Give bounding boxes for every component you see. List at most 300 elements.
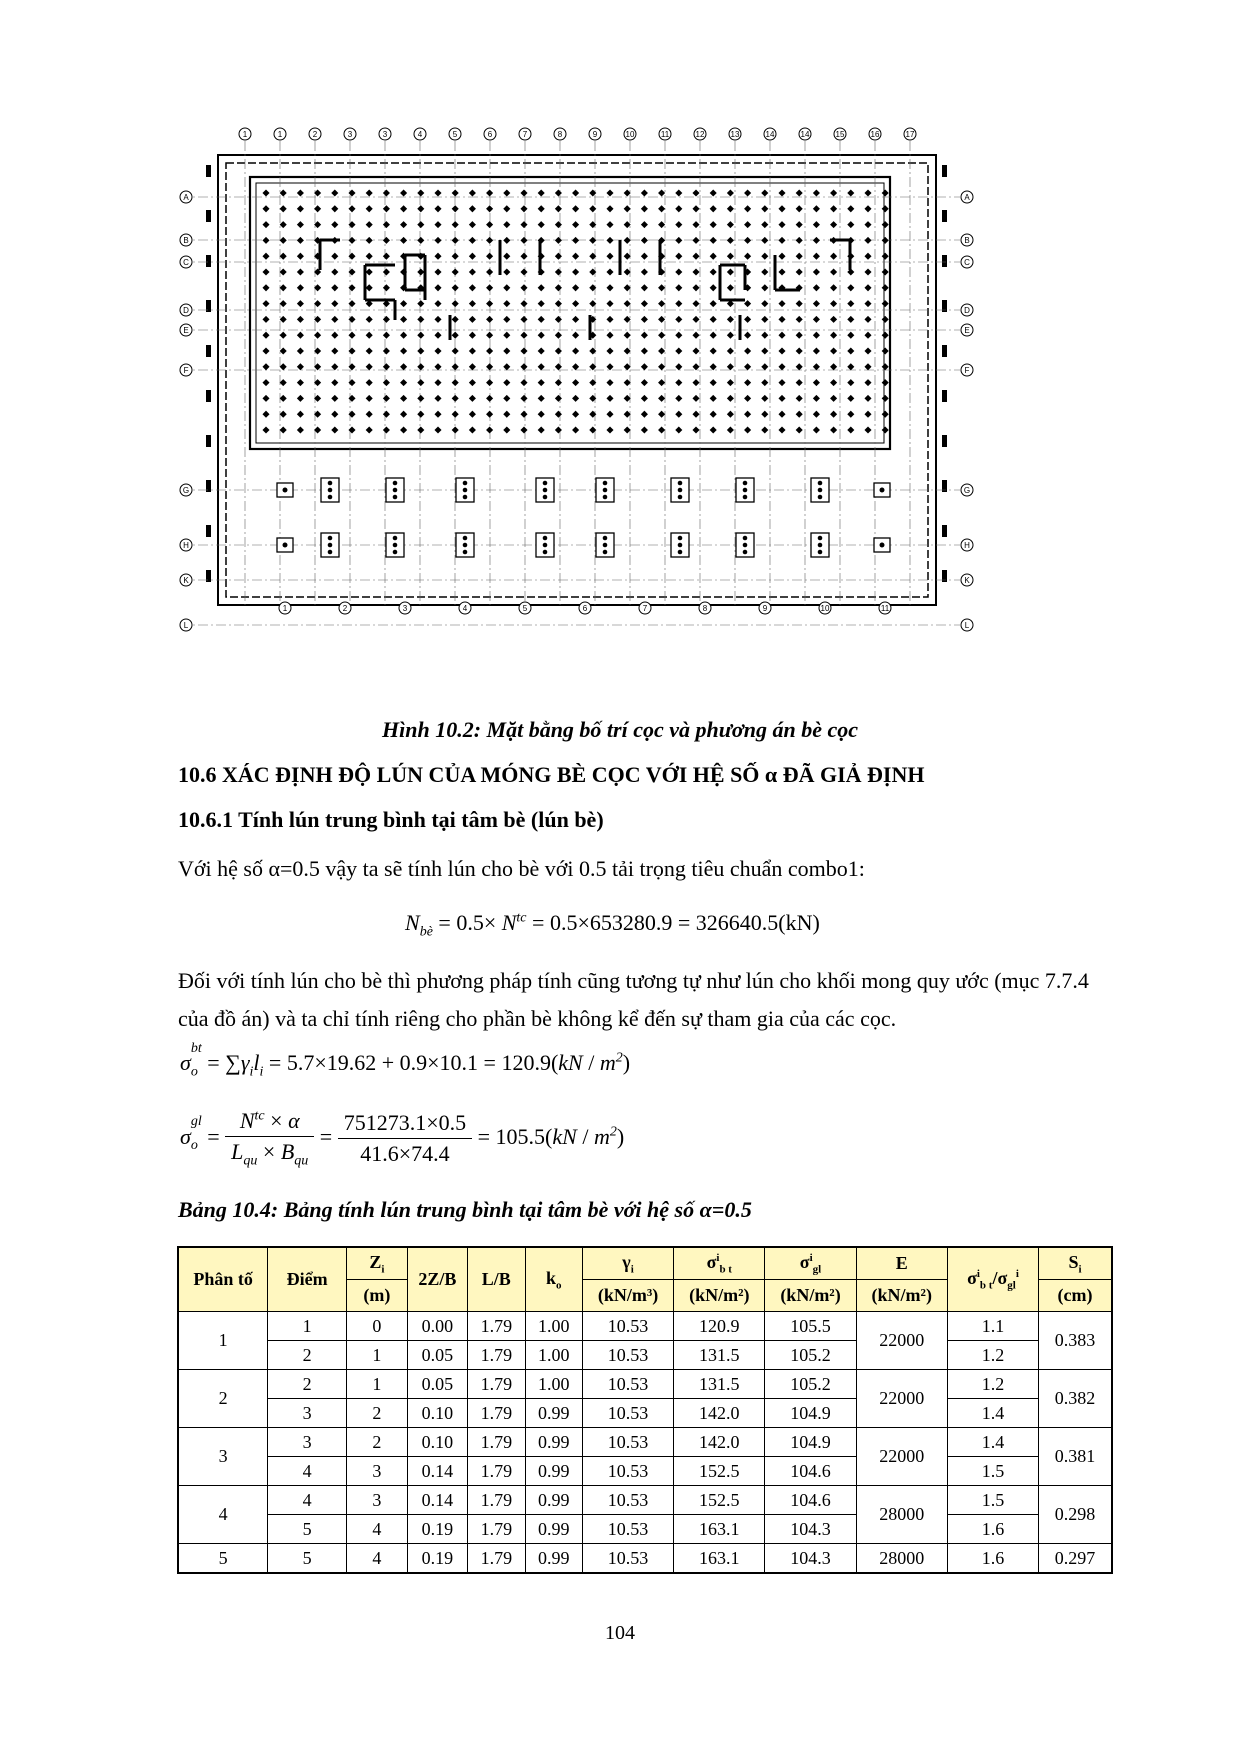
pile-dot	[393, 550, 398, 555]
pile-marker	[417, 316, 424, 323]
pile-marker	[486, 426, 493, 433]
pile-marker	[572, 189, 579, 196]
pile-marker	[813, 332, 820, 339]
pile-marker	[383, 205, 390, 212]
pile-marker	[555, 316, 562, 323]
pile-marker	[761, 253, 768, 260]
pile-marker	[262, 268, 269, 275]
pile-marker	[658, 379, 665, 386]
cell-point: 4	[268, 1486, 347, 1515]
axis-label-top: 14	[765, 130, 775, 139]
pile-marker	[297, 221, 304, 228]
pile-marker	[400, 347, 407, 354]
pile-marker	[331, 189, 338, 196]
pile-marker	[400, 316, 407, 323]
pile-marker	[727, 379, 734, 386]
pile-marker	[744, 189, 751, 196]
pile-dot	[743, 536, 748, 541]
pile-marker	[710, 237, 717, 244]
pile-dot	[603, 488, 608, 493]
pile-marker	[262, 426, 269, 433]
pile-marker	[297, 237, 304, 244]
cell-zb: 0.10	[407, 1399, 467, 1428]
cell-s: 0.381	[1039, 1428, 1112, 1486]
eq3-denominator: 41.6×74.4	[360, 1141, 450, 1167]
pile-marker	[314, 332, 321, 339]
axis-label-bottom: 5	[522, 604, 528, 613]
pile-marker	[331, 268, 338, 275]
cell-zb: 0.00	[407, 1312, 467, 1341]
pile-marker	[280, 205, 287, 212]
pile-marker	[434, 284, 441, 291]
pile-marker	[692, 268, 699, 275]
pile-marker	[864, 237, 871, 244]
pile-marker	[813, 395, 820, 402]
pile-marker	[383, 411, 390, 418]
pile-marker	[727, 284, 734, 291]
pile-marker	[520, 379, 527, 386]
pile-marker	[314, 205, 321, 212]
pile-marker	[641, 363, 648, 370]
pile-dot	[743, 481, 748, 486]
pile-marker	[280, 426, 287, 433]
pile-marker	[710, 363, 717, 370]
cell-sigma-bt: 131.5	[674, 1370, 765, 1399]
pile-marker	[813, 189, 820, 196]
wall-post	[942, 345, 947, 357]
pile-marker	[331, 363, 338, 370]
cell-sigma-gl: 105.5	[765, 1312, 856, 1341]
pile-dot	[678, 495, 683, 500]
pile-marker	[778, 205, 785, 212]
pile-marker	[572, 379, 579, 386]
wall-post	[942, 210, 947, 222]
pile-marker	[486, 284, 493, 291]
pile-dot	[543, 543, 548, 548]
pile-marker	[744, 237, 751, 244]
pile-marker	[606, 221, 613, 228]
pile-marker	[555, 221, 562, 228]
pile-marker	[658, 426, 665, 433]
cell-e: 28000	[856, 1544, 947, 1574]
pile-marker	[606, 316, 613, 323]
eq2-rest: = 5.7×19.62 + 0.9×10.1 = 120.9(	[263, 1050, 559, 1075]
pile-marker	[830, 189, 837, 196]
header-ratio: $\sigma^i_{b t}/\sigma_{gl}^i$	[947, 1247, 1038, 1312]
pile-marker	[503, 411, 510, 418]
pile-marker	[555, 284, 562, 291]
pile-marker	[572, 316, 579, 323]
pile-marker	[589, 205, 596, 212]
pile-marker	[572, 347, 579, 354]
pile-marker	[348, 268, 355, 275]
pile-marker	[710, 395, 717, 402]
pile-marker	[864, 253, 871, 260]
pile-marker	[417, 411, 424, 418]
pile-dot	[818, 536, 823, 541]
cell-e: 22000	[856, 1370, 947, 1428]
settlement-table	[177, 1246, 1113, 1574]
pile-marker	[297, 363, 304, 370]
equation-sigma-gl: $\sigma_o^{gl}$ = $\frac{N^{tc} \times \alpha}{L_{qu} \times B_{qu}}$ = $\frac{751273.1\times 0.5}{41.6\times 74.4}$ = $105.5(kN / m^2)$	[180, 1108, 625, 1169]
pile-marker	[675, 284, 682, 291]
pile-marker	[744, 379, 751, 386]
pile-marker	[452, 363, 459, 370]
pile-marker	[400, 395, 407, 402]
pile-marker	[658, 332, 665, 339]
pile-marker	[761, 332, 768, 339]
pile-marker	[641, 284, 648, 291]
pile-marker	[813, 363, 820, 370]
pile-marker	[297, 300, 304, 307]
table-row	[178, 1312, 1112, 1341]
pile-marker	[366, 221, 373, 228]
pile-marker	[882, 284, 889, 291]
pile-marker	[882, 268, 889, 275]
axis-label-top: 1	[242, 130, 248, 139]
pile-marker	[486, 347, 493, 354]
pile-marker	[796, 411, 803, 418]
cell-z: 1	[347, 1370, 407, 1399]
pile-marker	[486, 189, 493, 196]
pile-marker	[469, 268, 476, 275]
pile-marker	[761, 316, 768, 323]
pile-marker	[778, 363, 785, 370]
pile-dot	[463, 481, 468, 486]
pile-marker	[830, 347, 837, 354]
wall-post	[942, 255, 947, 267]
pile-marker	[469, 284, 476, 291]
pile-marker	[383, 395, 390, 402]
pile-marker	[555, 426, 562, 433]
pile-marker	[624, 189, 631, 196]
pile-marker	[641, 316, 648, 323]
pile-marker	[624, 316, 631, 323]
pile-marker	[555, 411, 562, 418]
pile-marker	[417, 426, 424, 433]
pile-marker	[400, 205, 407, 212]
pile-dot	[393, 481, 398, 486]
cell-gamma: 10.53	[582, 1486, 673, 1515]
pile-marker	[469, 189, 476, 196]
pile-marker	[280, 284, 287, 291]
axis-label-right: G	[963, 486, 971, 495]
pile-marker	[692, 253, 699, 260]
pile-marker	[624, 253, 631, 260]
pile-marker	[538, 363, 545, 370]
pile-marker	[383, 253, 390, 260]
axis-label-bottom: 10	[820, 604, 830, 613]
pile-marker	[692, 347, 699, 354]
pile-marker	[796, 205, 803, 212]
cell-lb: 1.79	[468, 1370, 525, 1399]
pile-marker	[864, 411, 871, 418]
pile-marker	[606, 379, 613, 386]
cell-point: 5	[268, 1515, 347, 1544]
pile-marker	[503, 363, 510, 370]
pile-marker	[606, 205, 613, 212]
pile-marker	[400, 300, 407, 307]
pile-dot	[818, 543, 823, 548]
pile-marker	[572, 268, 579, 275]
pile-marker	[641, 426, 648, 433]
pile-marker	[796, 237, 803, 244]
pile-marker	[847, 363, 854, 370]
pile-dot	[603, 550, 608, 555]
pile-marker	[538, 189, 545, 196]
pile-marker	[658, 363, 665, 370]
cell-sigma-gl: 104.6	[765, 1457, 856, 1486]
pile-marker	[469, 205, 476, 212]
axis-label-right: A	[964, 193, 970, 202]
header-sigma-gl: $\sigma^i_{gl}$	[765, 1247, 856, 1280]
pile-marker	[486, 363, 493, 370]
pile-marker	[469, 253, 476, 260]
pile-dot	[463, 550, 468, 555]
pile-marker	[452, 395, 459, 402]
pile-marker	[658, 347, 665, 354]
pile-marker	[606, 300, 613, 307]
table-row	[178, 1486, 1112, 1515]
pile-marker	[520, 284, 527, 291]
pile-marker	[778, 332, 785, 339]
cell-ratio: 1.5	[947, 1486, 1038, 1515]
pile-marker	[297, 316, 304, 323]
pile-marker	[830, 268, 837, 275]
cell-gamma: 10.53	[582, 1515, 673, 1544]
pile-dot	[678, 550, 683, 555]
pile-marker	[864, 316, 871, 323]
pile-marker	[710, 205, 717, 212]
pile-marker	[538, 221, 545, 228]
pile-marker	[778, 411, 785, 418]
pile-marker	[761, 411, 768, 418]
cell-element: 5	[178, 1544, 268, 1574]
table-row	[178, 1370, 1112, 1399]
cell-element: 4	[178, 1486, 268, 1544]
cell-s: 0.297	[1039, 1544, 1112, 1574]
pile-marker	[882, 205, 889, 212]
pile-dot	[393, 488, 398, 493]
pile-marker	[882, 363, 889, 370]
pile-marker	[796, 221, 803, 228]
cell-element: 3	[178, 1428, 268, 1486]
pile-marker	[262, 237, 269, 244]
cell-ko: 0.99	[525, 1515, 582, 1544]
cell-sigma-bt: 152.5	[674, 1457, 765, 1486]
pile-marker	[400, 363, 407, 370]
axis-label-top: 12	[695, 130, 705, 139]
pile-marker	[348, 426, 355, 433]
pile-dot	[880, 543, 885, 548]
axis-label-left: K	[183, 576, 189, 585]
cell-ko: 0.99	[525, 1399, 582, 1428]
pile-marker	[641, 332, 648, 339]
pile-marker	[366, 363, 373, 370]
cell-e: 22000	[856, 1312, 947, 1370]
pile-marker	[778, 316, 785, 323]
pile-marker	[727, 205, 734, 212]
cell-lb: 1.79	[468, 1515, 525, 1544]
pile-marker	[297, 426, 304, 433]
cell-ko: 1.00	[525, 1341, 582, 1370]
pile-marker	[692, 300, 699, 307]
wall-post	[206, 390, 211, 402]
equation-n-raft: $N_{bè} = 0.5\times N^{tc} = 0.5\times 653280.9 = 326640.5(kN)$	[405, 910, 820, 940]
pile-marker	[727, 253, 734, 260]
pile-marker	[383, 284, 390, 291]
cell-ratio: 1.4	[947, 1428, 1038, 1457]
cell-ko: 0.99	[525, 1457, 582, 1486]
axis-label-bottom: 11	[880, 604, 890, 613]
pile-dot	[818, 481, 823, 486]
pile-marker	[727, 332, 734, 339]
pile-marker	[692, 316, 699, 323]
pile-marker	[417, 268, 424, 275]
pile-marker	[331, 332, 338, 339]
pile-marker	[503, 189, 510, 196]
cell-gamma: 10.53	[582, 1428, 673, 1457]
pile-marker	[606, 253, 613, 260]
pile-marker	[864, 332, 871, 339]
pile-layout-drawing	[182, 125, 1080, 695]
pile-marker	[262, 189, 269, 196]
cell-sigma-bt: 152.5	[674, 1486, 765, 1515]
cell-lb: 1.79	[468, 1544, 525, 1574]
cell-sigma-gl: 105.2	[765, 1370, 856, 1399]
axis-label-right: B	[964, 236, 970, 245]
axis-label-top: 6	[487, 130, 493, 139]
pile-marker	[641, 221, 648, 228]
pile-marker	[538, 284, 545, 291]
pile-marker	[813, 300, 820, 307]
pile-marker	[864, 189, 871, 196]
pile-marker	[813, 221, 820, 228]
header-sgl-unit: (kN/m²)	[765, 1280, 856, 1312]
pile-marker	[847, 300, 854, 307]
pile-marker	[520, 253, 527, 260]
cell-point: 1	[268, 1312, 347, 1341]
axis-label-top: 3	[382, 130, 388, 139]
pile-marker	[383, 332, 390, 339]
pile-marker	[331, 205, 338, 212]
pile-marker	[727, 426, 734, 433]
pile-marker	[692, 379, 699, 386]
pile-marker	[692, 332, 699, 339]
pile-marker	[641, 268, 648, 275]
pile-marker	[469, 363, 476, 370]
pile-marker	[434, 379, 441, 386]
cell-s: 0.383	[1039, 1312, 1112, 1370]
axis-label-top: 5	[452, 130, 458, 139]
pile-dot	[543, 495, 548, 500]
pile-marker	[882, 411, 889, 418]
pile-marker	[864, 395, 871, 402]
pile-marker	[417, 237, 424, 244]
cell-gamma: 10.53	[582, 1312, 673, 1341]
pile-marker	[538, 205, 545, 212]
pile-marker	[520, 363, 527, 370]
pile-marker	[830, 426, 837, 433]
pile-marker	[882, 316, 889, 323]
pile-marker	[813, 205, 820, 212]
cell-zb: 0.14	[407, 1486, 467, 1515]
pile-marker	[727, 189, 734, 196]
pile-marker	[572, 284, 579, 291]
diaphragm-wall-inner	[226, 163, 928, 597]
header-point: Điểm	[268, 1247, 347, 1312]
pile-marker	[675, 205, 682, 212]
pile-dot	[463, 488, 468, 493]
pile-marker	[847, 347, 854, 354]
axis-label-left: E	[183, 326, 189, 335]
pile-marker	[383, 268, 390, 275]
pile-marker	[366, 426, 373, 433]
pile-marker	[503, 316, 510, 323]
pile-dot	[743, 543, 748, 548]
pile-marker	[434, 237, 441, 244]
pile-marker	[864, 221, 871, 228]
cell-sigma-bt: 142.0	[674, 1399, 765, 1428]
axis-label-right: F	[964, 366, 970, 375]
pile-marker	[503, 253, 510, 260]
pile-marker	[520, 268, 527, 275]
pile-marker	[624, 395, 631, 402]
pile-marker	[813, 411, 820, 418]
pile-marker	[830, 221, 837, 228]
pile-marker	[486, 268, 493, 275]
pile-marker	[641, 411, 648, 418]
axis-label-right: C	[964, 258, 970, 267]
pile-marker	[744, 316, 751, 323]
pile-marker	[796, 268, 803, 275]
pile-marker	[262, 363, 269, 370]
pile-marker	[761, 300, 768, 307]
cell-ko: 0.99	[525, 1428, 582, 1457]
pile-marker	[520, 237, 527, 244]
pile-marker	[280, 253, 287, 260]
pile-dot	[818, 488, 823, 493]
pile-marker	[400, 426, 407, 433]
pile-marker	[520, 300, 527, 307]
pile-marker	[641, 237, 648, 244]
pile-marker	[675, 379, 682, 386]
pile-marker	[297, 395, 304, 402]
pile-marker	[486, 253, 493, 260]
pile-marker	[761, 189, 768, 196]
pile-marker	[847, 426, 854, 433]
pile-marker	[417, 395, 424, 402]
pile-marker	[280, 237, 287, 244]
pile-marker	[675, 237, 682, 244]
pile-marker	[297, 253, 304, 260]
pile-marker	[348, 395, 355, 402]
pile-dot	[880, 488, 885, 493]
pile-marker	[710, 426, 717, 433]
pile-marker	[882, 237, 889, 244]
pile-marker	[641, 300, 648, 307]
cell-z: 4	[347, 1544, 407, 1574]
pile-marker	[744, 300, 751, 307]
pile-marker	[486, 411, 493, 418]
cell-ko: 1.00	[525, 1312, 582, 1341]
pile-marker	[727, 347, 734, 354]
pile-dot	[603, 495, 608, 500]
pile-marker	[624, 268, 631, 275]
pile-marker	[486, 332, 493, 339]
pile-marker	[452, 347, 459, 354]
pile-marker	[778, 221, 785, 228]
